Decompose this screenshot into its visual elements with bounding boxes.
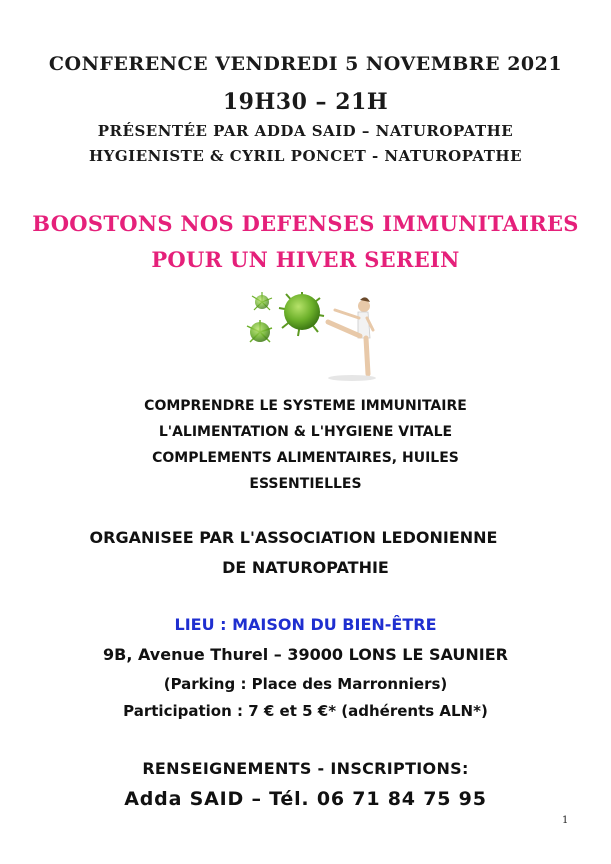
contact-phone: Adda SAID – Tél. 06 71 84 75 95 [124, 788, 487, 810]
virus-medium-icon [247, 320, 272, 342]
venue-parking: (Parking : Place des Marronniers) [163, 675, 448, 693]
presenter-line-2: HYGIENISTE & CYRIL PONCET - NATUROPATHE [88, 147, 523, 165]
organizer-line-1: ORGANISEE PAR L'ASSOCIATION LEDONIENNE [89, 528, 498, 547]
virus-small-icon [252, 292, 272, 310]
topic-line-2: L'ALIMENTATION & L'HYGIENE VITALE [158, 424, 453, 440]
presenter-line-1: PRÉSENTÉE PAR ADDA SAID – NATUROPATHE [97, 122, 514, 140]
topic-line-4: ESSENTIELLES [249, 476, 362, 492]
virus-large-icon [279, 292, 324, 336]
conference-time: 19H30 – 21H [222, 89, 389, 115]
organizer-line-2: DE NATUROPATHIE [222, 558, 389, 577]
participation-price: Participation : 7 € et 5 €* (adhérents ALN*) [123, 702, 488, 720]
contact-heading: RENSEIGNEMENTS - INSCRIPTIONS: [142, 759, 469, 778]
conference-date: CONFERENCE VENDREDI 5 NOVEMBRE 2021 [48, 53, 563, 75]
virus-kick-illustration [232, 284, 382, 384]
venue-label: LIEU : MAISON DU BIEN-ÊTRE [174, 615, 437, 634]
title-line-1: BOOSTONS NOS DEFENSES IMMUNITAIRES [32, 211, 579, 236]
shadow [328, 375, 376, 381]
page-number: 1 [562, 815, 569, 826]
kicking-woman-figure [328, 297, 373, 374]
topic-line-1: COMPRENDRE LE SYSTEME IMMUNITAIRE [144, 398, 467, 414]
title-line-2: POUR UN HIVER SEREIN [151, 247, 460, 272]
venue-address: 9B, Avenue Thurel – 39000 LONS LE SAUNIER [103, 645, 508, 664]
topic-line-3: COMPLEMENTS ALIMENTAIRES, HUILES [152, 450, 459, 466]
